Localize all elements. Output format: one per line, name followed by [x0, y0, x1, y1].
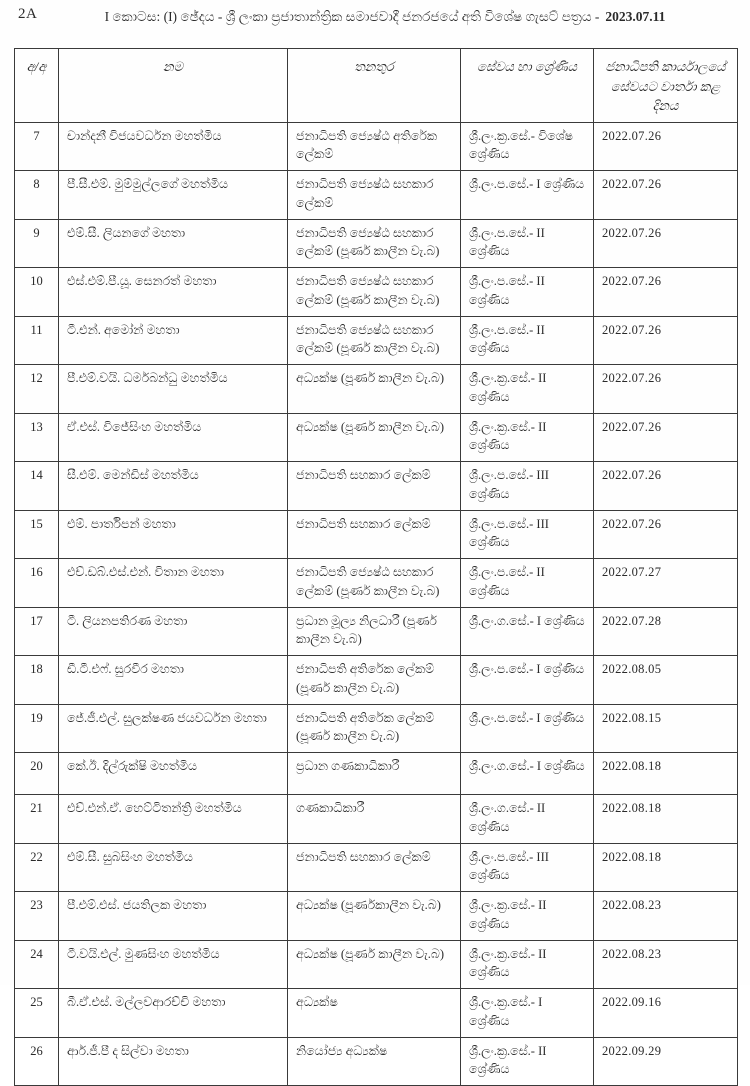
table-row [15, 989, 738, 1038]
name-cell: ටී.වයි.එල්. මුණසිංහ මහත්මිය [59, 940, 288, 989]
table-row [15, 316, 738, 365]
name-cell: ඩී.ටී.එෆ්. සුරවීර මහතා [59, 656, 288, 705]
serial-number-cell: 19 [15, 704, 59, 753]
serial-number-cell: 11 [15, 316, 59, 365]
date-cell: 2022.08.23 [594, 892, 738, 941]
grade-cell: ශ්‍රී.ලං.ප.සේ.- I ශ්‍රේණිය [461, 171, 594, 220]
header-title-line [0, 7, 750, 27]
table-header-row [15, 49, 738, 123]
position-cell: අධ්‍යක්ෂ (පූර්ණ කාලීන වැ.බ) [288, 940, 461, 989]
date-cell: 2022.07.26 [594, 462, 738, 511]
position-cell: ජනාධිපති අතිරේක ලේකම් (පූර්ණ කාලීන වැ.බ) [288, 704, 461, 753]
date-cell: 2022.08.18 [594, 795, 738, 844]
serial-number-cell: 15 [15, 510, 59, 559]
position-cell: ජනාධිපති සහකාර ලේකම් [288, 510, 461, 559]
table-row [15, 753, 738, 795]
grade-cell: ශ්‍රී.ලං.ප.සේ.- II ශ්‍රේණිය [461, 219, 594, 268]
grade-cell: ශ්‍රී.ලං.ප.සේ.- I ශ්‍රේණිය [461, 704, 594, 753]
date-cell: 2022.08.15 [594, 704, 738, 753]
date-cell: 2022.08.18 [594, 843, 738, 892]
position-cell: අධ්‍යක්ෂ [288, 989, 461, 1038]
serial-number-cell: 8 [15, 171, 59, 220]
date-cell: 2022.07.27 [594, 559, 738, 608]
serial-number-cell: 24 [15, 940, 59, 989]
position-cell: ජනාධිපති ජ්‍යෙෂ්ඨ අතිරේක ලේකම් [288, 122, 461, 171]
serial-number-cell: 9 [15, 219, 59, 268]
officers-table [14, 48, 738, 1086]
position-cell: අධ්‍යක්ෂ (පූර්ණ කාලීන වැ.බ) [288, 413, 461, 462]
position-cell: ජනාධිපති ජ්‍යෙෂ්ඨ සහකාර ලේකම් (පූර්ණ කාලීන වැ.බ) [288, 268, 461, 317]
table-row [15, 795, 738, 844]
name-cell: පී.එම්.වයි. ධර්මබන්ධු මහත්මිය [59, 365, 288, 414]
grade-cell: ශ්‍රී.ලං.ක්‍ර.සේ.- II ශ්‍රේණිය [461, 365, 594, 414]
grade-cell: ශ්‍රී.ලං.ප.සේ.- III ශ්‍රේණිය [461, 510, 594, 559]
grade-cell: ශ්‍රී.ලං.ක්‍ර.සේ.- විශේෂ ශ්‍රේණිය [461, 122, 594, 171]
date-cell: 2022.07.26 [594, 510, 738, 559]
column-header-date: ජනාධිපති කාර්යාලයේ සේවයට වාර්තා කළ දිනය [594, 49, 738, 123]
date-cell: 2022.09.16 [594, 989, 738, 1038]
date-cell: 2022.07.28 [594, 607, 738, 656]
gazette-date: 2023.07.11 [605, 9, 666, 24]
serial-number-cell: 12 [15, 365, 59, 414]
grade-cell: ශ්‍රී.ලං.ප.සේ.- I ශ්‍රේණිය [461, 656, 594, 705]
position-cell: නියෝජ්‍ය අධ්‍යක්ෂ [288, 1037, 461, 1086]
serial-number-cell: 20 [15, 753, 59, 795]
position-cell: අධ්‍යක්ෂ (පූර්ණ කාලීන වැ.බ) [288, 365, 461, 414]
grade-cell: ශ්‍රී.ලං.ග.සේ.- II ශ්‍රේණිය [461, 795, 594, 844]
grade-cell: ශ්‍රී.ලං.ක්‍ර.සේ.- II ශ්‍රේණිය [461, 940, 594, 989]
serial-number-cell: 13 [15, 413, 59, 462]
table-row [15, 843, 738, 892]
table-row [15, 122, 738, 171]
grade-cell: ශ්‍රී.ලං.ක්‍ර.සේ.- I ශ්‍රේණිය [461, 989, 594, 1038]
position-cell: ප්‍රධාන ගණකාධිකාරී [288, 753, 461, 795]
table-row [15, 413, 738, 462]
serial-number-cell: 25 [15, 989, 59, 1038]
serial-number-cell: 16 [15, 559, 59, 608]
name-cell: එච්.එන්.ඒ. හෙට්ටිතන්ත්‍රි මහත්මිය [59, 795, 288, 844]
position-cell: ප්‍රධාන මූල්‍ය නිලධාරී (පූර්ණ කාලීන වැ.බ) [288, 607, 461, 656]
table-row [15, 171, 738, 220]
name-cell: සී.එම්. මෙන්ඩිස් මහත්මිය [59, 462, 288, 511]
table-header [15, 49, 738, 123]
name-cell: එම්.සී. ලියනගේ මහතා [59, 219, 288, 268]
position-cell: අධ්‍යක්ෂ (පූර්ණකාලීන වැ.බ) [288, 892, 461, 941]
table-row [15, 268, 738, 317]
date-cell: 2022.09.29 [594, 1037, 738, 1086]
serial-number-cell: 18 [15, 656, 59, 705]
name-cell: බී.ඒ.එස්. මල්ලවආරච්චි මහතා [59, 989, 288, 1038]
page-number: 2A [18, 6, 38, 22]
serial-number-cell: 21 [15, 795, 59, 844]
date-cell: 2022.07.26 [594, 268, 738, 317]
name-cell: චාන්දනී විජයවර්ධන මහත්මිය [59, 122, 288, 171]
position-cell: ජනාධිපති ජ්‍යෙෂ්ඨ සහකාර ලේකම් (පූර්ණ කාලීන වැ.බ) [288, 559, 461, 608]
position-cell: ජනාධිපති අතිරේක ලේකම් (පූර්ණ කාලීන වැ.බ) [288, 656, 461, 705]
page-header [0, 0, 750, 46]
table-row [15, 704, 738, 753]
table-row [15, 219, 738, 268]
name-cell: එම්.සී. සුබසිංහ මහත්මිය [59, 843, 288, 892]
column-header-grade: සේවය හා ශ්‍රේණිය [461, 49, 594, 123]
position-cell: ජනාධිපති සහකාර ලේකම් [288, 843, 461, 892]
grade-cell: ශ්‍රී.ලං.ප.සේ.- II ශ්‍රේණිය [461, 268, 594, 317]
serial-number-cell: 23 [15, 892, 59, 941]
position-cell: ගණකාධිකාරී [288, 795, 461, 844]
position-cell: ජනාධිපති ජ්‍යෙෂ්ඨ සහකාර ලේකම් (පූර්ණ කාලීන වැ.බ) [288, 316, 461, 365]
position-cell: ජනාධිපති ජ්‍යෙෂ්ඨ සහකාර ලේකම් [288, 171, 461, 220]
name-cell: පී.සී.එම්. මුම්මුල්ලගේ මහත්මිය [59, 171, 288, 220]
gazette-title: I කොටස: (I) ඡේදය - ශ්‍රී ලංකා ප්‍රජාතාන්ත්‍රික සමාජවාදී ජනරජයේ අති විශේෂ ගැසට් පත්‍රය - [104, 9, 600, 24]
date-cell: 2022.07.26 [594, 219, 738, 268]
grade-cell: ශ්‍රී.ලං.ප.සේ.- II ශ්‍රේණිය [461, 559, 594, 608]
table-row [15, 892, 738, 941]
table-row [15, 1037, 738, 1086]
grade-cell: ශ්‍රී.ලං.ක්‍ර.සේ.- II ශ්‍රේණිය [461, 892, 594, 941]
name-cell: ටී.එන්. අමෝන් මහතා [59, 316, 288, 365]
table-row [15, 365, 738, 414]
serial-number-cell: 10 [15, 268, 59, 317]
serial-number-cell: 7 [15, 122, 59, 171]
table-row [15, 656, 738, 705]
table-row [15, 559, 738, 608]
date-cell: 2022.08.18 [594, 753, 738, 795]
grade-cell: ශ්‍රී.ලං.ක්‍ර.සේ.- II ශ්‍රේණිය [461, 1037, 594, 1086]
name-cell: එච්.ඩබ්.එස්.එන්. විතාන මහතා [59, 559, 288, 608]
column-header-name: නම [59, 49, 288, 123]
date-cell: 2022.07.26 [594, 365, 738, 414]
name-cell: ටී. ලියනපතිරණ මහතා [59, 607, 288, 656]
name-cell: කේ.ඊ. දිල්රුක්ෂි මහත්මිය [59, 753, 288, 795]
table-row [15, 462, 738, 511]
grade-cell: ශ්‍රී.ලං.ග.සේ.- I ශ්‍රේණිය [461, 607, 594, 656]
table-row [15, 607, 738, 656]
serial-number-cell: 26 [15, 1037, 59, 1086]
serial-number-cell: 14 [15, 462, 59, 511]
date-cell: 2022.08.23 [594, 940, 738, 989]
name-cell: ආර්.ජී.පී ද සිල්වා මහතා [59, 1037, 288, 1086]
table-body [15, 122, 738, 1086]
grade-cell: ශ්‍රී.ලං.ප.සේ.- III ශ්‍රේණිය [461, 462, 594, 511]
table-row [15, 940, 738, 989]
serial-number-cell: 22 [15, 843, 59, 892]
date-cell: 2022.07.26 [594, 316, 738, 365]
date-cell: 2022.07.26 [594, 171, 738, 220]
table-row [15, 510, 738, 559]
position-cell: ජනාධිපති ජ්‍යෙෂ්ඨ සහකාර ලේකම් (පූර්ණ කාලීන වැ.බ) [288, 219, 461, 268]
name-cell: ජේ.ජී.එල්. සුලක්ෂණ ජයවර්ධන මහතා [59, 704, 288, 753]
column-header-position: තනතුර [288, 49, 461, 123]
position-cell: ජනාධිපති සහකාර ලේකම් [288, 462, 461, 511]
grade-cell: ශ්‍රී.ලං.ප.සේ.- III ශ්‍රේණිය [461, 843, 594, 892]
name-cell: ඒ.එස්. විජේසිංහ මහත්මිය [59, 413, 288, 462]
serial-number-cell: 17 [15, 607, 59, 656]
name-cell: එම්. පාර්තිපන් මහතා [59, 510, 288, 559]
name-cell: පී.එම්.එස්. ජයතිලක මහතා [59, 892, 288, 941]
name-cell: එස්.එම්.පී.යූ. සෙනරත් මහතා [59, 268, 288, 317]
column-header-serial: අ/අ [15, 49, 59, 123]
date-cell: 2022.08.05 [594, 656, 738, 705]
date-cell: 2022.07.26 [594, 413, 738, 462]
date-cell: 2022.07.26 [594, 122, 738, 171]
grade-cell: ශ්‍රී.ලං.ක්‍ර.සේ.- II ශ්‍රේණිය [461, 413, 594, 462]
grade-cell: ශ්‍රී.ලං.ග.සේ.- I ශ්‍රේණිය [461, 753, 594, 795]
grade-cell: ශ්‍රී.ලං.ප.සේ.- II ශ්‍රේණිය [461, 316, 594, 365]
